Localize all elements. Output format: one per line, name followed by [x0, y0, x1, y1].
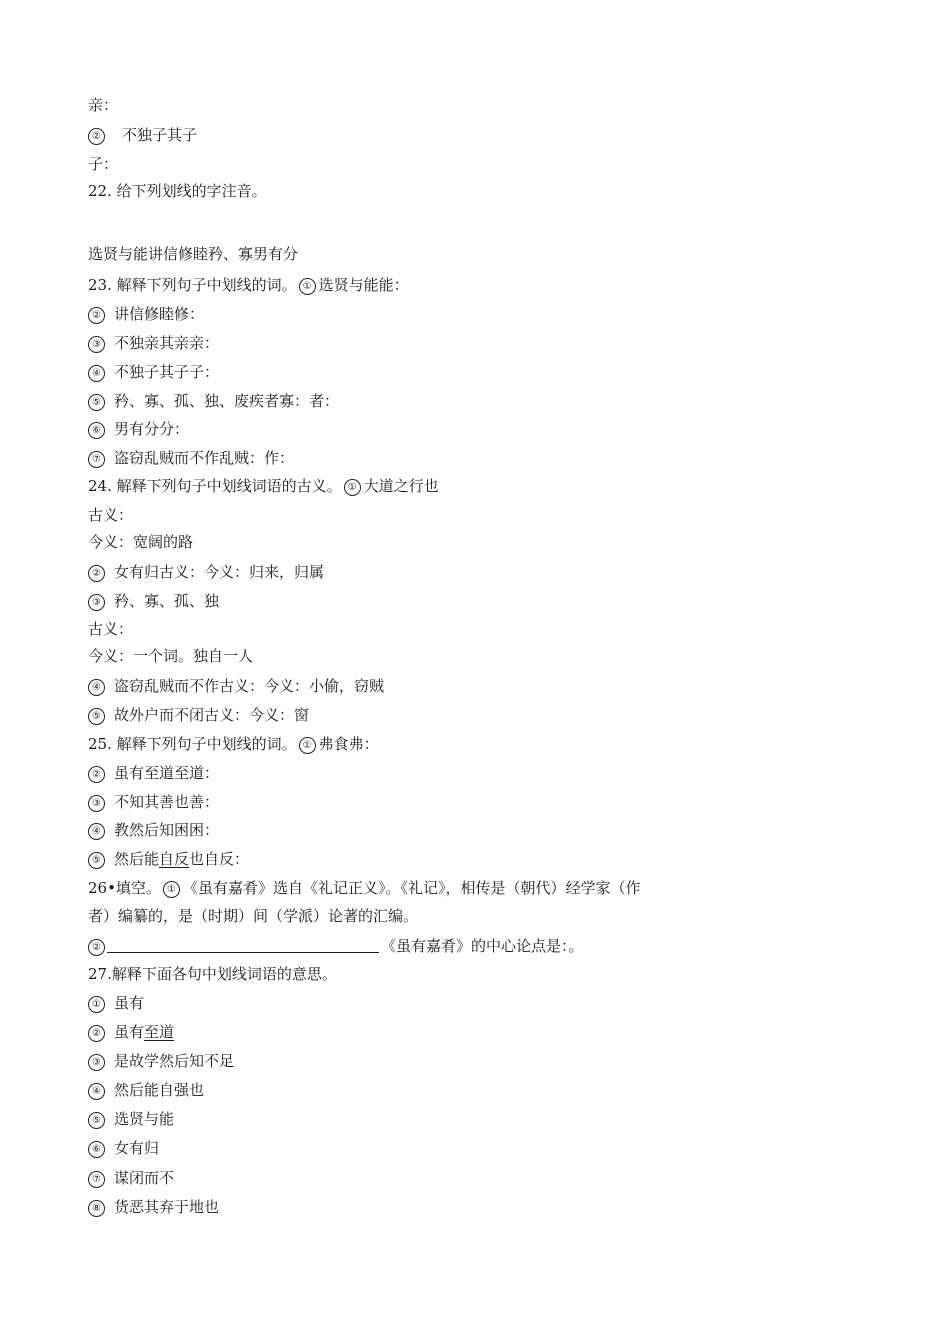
text-line	[88, 154, 118, 174]
item-number: ⑤	[88, 394, 105, 411]
list-item	[88, 304, 204, 324]
item-number: ③	[88, 1054, 105, 1071]
item-number: ①	[163, 881, 180, 898]
line-text: 不知其善也善：	[114, 793, 220, 811]
list-item	[88, 333, 219, 353]
line-text: 不独亲其亲亲：	[114, 334, 220, 352]
line-text: 今义：宽阔的路	[88, 533, 194, 551]
item-number: ③	[88, 594, 105, 611]
item-number: ③	[88, 336, 105, 353]
line-text: 女有归古义：今义：归来，归属	[114, 563, 325, 581]
item-number: ②	[88, 766, 105, 783]
list-item	[88, 562, 324, 582]
question-22	[88, 181, 267, 201]
line-text: 谋闭而不	[114, 1169, 175, 1187]
list-item	[88, 1138, 159, 1158]
text-line	[88, 619, 133, 639]
list-item	[88, 1168, 174, 1188]
item-number: ③	[88, 795, 105, 812]
list-item	[88, 792, 219, 812]
item-number: ⑤	[88, 1112, 105, 1129]
line-text: 讲信修睦修：	[114, 305, 205, 323]
list-item	[88, 763, 219, 783]
line-text: 虽有至道至道：	[114, 764, 220, 782]
line-text: 者）编纂的，是（时期）间（学派）论著的汇编。	[88, 907, 419, 925]
item-number: ⑥	[88, 422, 105, 439]
list-item	[88, 936, 584, 956]
item-number: ④	[88, 365, 105, 382]
line-text: 盗窃乱贼而不作乱贼：作：	[114, 449, 295, 467]
text-line	[88, 95, 118, 115]
line-text: 古义：	[88, 506, 134, 524]
line-text: 今义：一个词。独自一人	[88, 647, 254, 665]
list-item	[88, 419, 189, 439]
line-text: 亲：	[88, 96, 119, 114]
line-text: 27.解释下面各句中划线词语的意思。	[88, 965, 337, 983]
question-25	[88, 734, 379, 754]
item-number: ②	[88, 1025, 105, 1042]
item-number: ④	[88, 679, 105, 696]
list-item	[88, 1080, 204, 1100]
text-line	[88, 906, 418, 926]
line-text: 也自反：	[189, 850, 250, 868]
item-number: ⑤	[88, 852, 105, 869]
line-text: 是故学然后知不足	[114, 1052, 235, 1070]
line-text: 男有分分：	[114, 420, 190, 438]
list-item	[88, 362, 219, 382]
line-text: 大道之行也	[363, 477, 439, 495]
line-text: 教然后知困困：	[114, 821, 220, 839]
line-text: 《虽有嘉肴》选自《礼记正义》。《礼记》，相传是（朝代）经学家（作	[182, 879, 641, 897]
line-text: 23. 解释下列句子中划线的词。	[88, 276, 297, 294]
underlined-word: 至道	[144, 1023, 175, 1041]
item-number: ②	[88, 128, 105, 145]
line-text: 矜、寡、孤、独、废疾者寡：者：	[114, 392, 340, 410]
item-number: ⑤	[88, 708, 105, 725]
line-text: 选贤与能讲信修睦矜、寡男有分	[88, 245, 299, 263]
item-number: ⑧	[88, 1200, 105, 1217]
line-text: 22. 给下列划线的字注音。	[88, 182, 267, 200]
line-text: 不独子其子子：	[114, 363, 220, 381]
line-text: 然后能	[114, 850, 160, 868]
line-text: 选贤与能	[114, 1110, 175, 1128]
text-line	[88, 532, 193, 552]
item-number: ⑦	[88, 451, 105, 468]
question-26	[88, 878, 640, 898]
fill-in-blank[interactable]	[107, 938, 379, 953]
line-text: 盗窃乱贼而不作古义：今义：小偷，窃贼	[114, 677, 385, 695]
line-text: 不独子其子	[122, 126, 198, 144]
question-27	[88, 964, 337, 984]
list-item	[88, 849, 249, 869]
list-item	[88, 1022, 174, 1042]
line-text: 女有归	[114, 1139, 160, 1157]
line-text: 故外户而不闭古义：今义：窗	[114, 706, 310, 724]
line-text: 子：	[88, 155, 119, 173]
text-line	[88, 505, 133, 525]
list-item	[88, 591, 219, 611]
text-line	[88, 244, 298, 264]
list-item	[88, 391, 339, 411]
list-item	[88, 1051, 234, 1071]
line-text: 24. 解释下列句子中划线词语的古义。	[88, 477, 342, 495]
list-item	[88, 705, 309, 725]
list-item	[88, 125, 197, 145]
line-text: 古义：	[88, 620, 134, 638]
text-line	[88, 646, 253, 666]
line-text: 弗食弗：	[318, 735, 379, 753]
line-text: 25. 解释下列句子中划线的词。	[88, 735, 297, 753]
list-item	[88, 676, 384, 696]
line-text: 虽有	[114, 1023, 145, 1041]
line-text: 《虽有嘉肴》的中心论点是：。	[381, 937, 584, 955]
item-number: ①	[88, 996, 105, 1013]
list-item	[88, 448, 294, 468]
item-number: ⑦	[88, 1171, 105, 1188]
line-text: 货恶其弃于地也	[114, 1198, 220, 1216]
item-number: ①	[344, 479, 361, 496]
item-number: ②	[88, 307, 105, 324]
item-number: ②	[88, 565, 105, 582]
question-23	[88, 275, 409, 295]
underlined-word: 自反	[159, 850, 190, 868]
item-number: ⑥	[88, 1141, 105, 1158]
item-number: ④	[88, 1083, 105, 1100]
line-text: 选贤与能能：	[318, 276, 409, 294]
question-24	[88, 476, 439, 496]
line-text: 虽有	[114, 994, 145, 1012]
list-item	[88, 993, 144, 1013]
item-number: ①	[299, 737, 316, 754]
item-number: ②	[88, 939, 105, 956]
list-item	[88, 820, 219, 840]
list-item	[88, 1197, 219, 1217]
line-text: 然后能自强也	[114, 1081, 205, 1099]
line-text: 矜、寡、孤、独	[114, 592, 220, 610]
line-text: 26•填空。	[88, 879, 161, 897]
item-number: ④	[88, 823, 105, 840]
item-number: ①	[299, 278, 316, 295]
list-item	[88, 1109, 174, 1129]
